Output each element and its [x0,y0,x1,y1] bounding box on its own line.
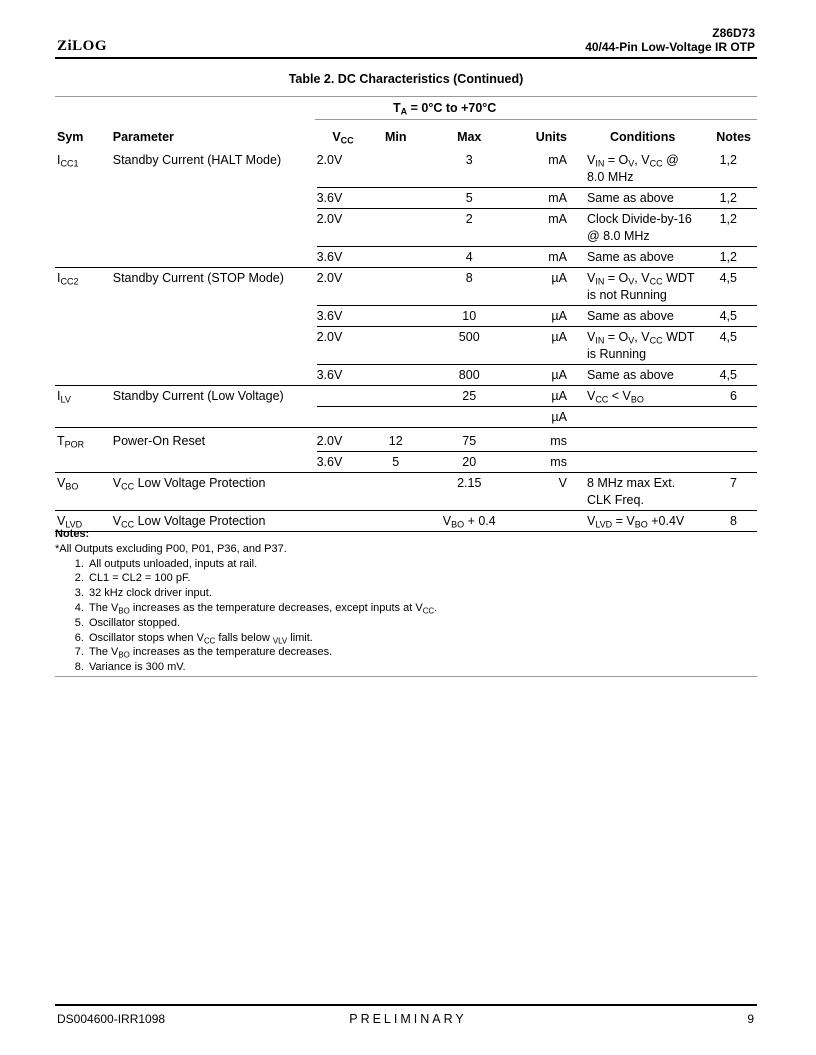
preliminary-label: PRELIMINARY [349,1012,467,1026]
unit-cell: mA [516,247,574,268]
max-cell: 10 [422,306,517,327]
param-cell: Standby Current (HALT Mode) [112,153,282,167]
sym-cell: I [57,389,61,403]
condition-cell: $V_{IN} = O_V$, $V_{CC}$ @ 8.0 MHz [575,150,698,188]
param-cell: $V_{CC}$ Low Voltage Protection [113,511,317,532]
notes-heading: Notes: [55,528,90,540]
note-cell: 4,5 [698,306,757,327]
condition-cell: Same as above [575,365,698,386]
table-row: $V_{LVD}$ $V_{CC}$ Low Voltage Protection $V_{BO} + 0.4$ $V_{LVD} = V_{BO} +0.4V$ 8 [55,511,757,532]
note-cell: 4,5 [698,268,757,306]
unit-cell: mA [516,209,574,247]
condition-cell: Clock Divide-by-16 @ 8.0 MHz [575,209,698,247]
min-cell: 12 [369,428,422,452]
table-notes [55,527,437,675]
note-item: 2. CL1 = CL2 = 100 pF. [87,571,437,586]
param-cell: Power-On Reset [112,434,206,448]
unit-cell: ms [516,452,574,473]
table-row: $I_{CC2}$ Standby Current (STOP Mode) 2.0V 8 µA $V_{IN} = O_V$, $V_{CC}$ WDT is not Running 4,5 [55,268,757,306]
table-row [55,452,757,473]
table-row [55,188,757,209]
max-cell: 3 [422,150,517,188]
table-row: $I_{LV}$ Standby Current (Low Voltage) 25 µA $V_{CC} < V_{BO}$ 6 [55,386,757,407]
param-cell: $V_{CC}$ Low Voltage Protection [113,473,317,511]
max-cell: 8 [422,268,517,306]
note-cell: 1,2 [698,209,757,247]
table-row: $T_{POR}$ Power-On Reset 2.0V 12 75 ms [55,428,757,452]
table-row [55,365,757,386]
table-row [55,209,757,247]
note-cell: 1,2 [698,188,757,209]
unit-cell: µA [516,306,574,327]
condition-cell: Same as above [575,188,698,209]
company-logo: ZiLOG [57,38,108,54]
notes-intro: *All Outputs excluding P00, P01, P36, and P37. [55,542,287,555]
table-row [55,247,757,268]
note-cell: 6 [698,386,757,407]
document-subtitle: 40/44-Pin Low-Voltage IR OTP [585,40,755,54]
col-parameter: Parameter [112,130,174,144]
sym-cell: T [57,434,65,448]
col-vcc: $V_{CC}$ [332,130,354,146]
unit-cell: mA [516,188,574,209]
unit-cell: V [516,473,574,511]
col-min: Min [384,130,407,144]
vcc-cell: 3.6V [317,247,370,268]
table-row [55,407,757,428]
max-cell: 2.15 [422,473,517,511]
note-cell: 1,2 [698,247,757,268]
condition-cell: $V_{LVD} = V_{BO} +0.4V$ [575,511,698,532]
condition-cell: $V_{IN} = O_V$, $V_{CC}$ WDT is Running [575,327,698,365]
note-cell: 7 [698,473,757,511]
caption-rule [55,96,757,97]
max-cell: 2 [422,209,517,247]
max-cell: 4 [422,247,517,268]
vcc-cell: 2.0V [317,268,370,306]
note-item: 7. The $V_{BO}$ increases as the temperature decreases. [87,645,437,660]
min-cell: 5 [369,452,422,473]
table-row [55,306,757,327]
sym-cell: V [57,476,66,490]
unit-cell: µA [516,268,574,306]
condition-cell: Same as above [575,306,698,327]
document-id: DS004600-IRR1098 [57,1012,166,1026]
note-item: 5. Oscillator stopped. [87,616,437,631]
unit-cell: mA [516,150,574,188]
ta-rule [315,119,757,120]
notes-list [55,557,437,675]
note-cell: 1,2 [698,150,757,188]
col-max: Max [457,130,482,144]
condition-cell: Same as above [575,247,698,268]
sym-cell: V [57,514,66,528]
sym-cell: I [57,153,61,167]
param-cell: Standby Current (Low Voltage) [112,389,284,403]
max-cell: 5 [422,188,517,209]
unit-cell: µA [516,386,574,407]
table-row [55,327,757,365]
unit-cell: µA [516,407,574,428]
vcc-cell: 2.0V [317,150,370,188]
max-cell: 75 [422,428,517,452]
table-row: $I_{CC1}$ Standby Current (HALT Mode) 2.0V 3 mA $V_{IN} = O_V$, $V_{CC}$ @ 8.0 MHz 1,2 [55,150,757,188]
param-cell: Standby Current (STOP Mode) [112,271,284,285]
note-item: 8. Variance is 300 mV. [87,660,437,675]
vcc-cell: 2.0V [317,209,370,247]
max-cell: $V_{BO} + 0.4$ [422,511,517,532]
note-item: 3. 32 kHz clock driver input. [87,586,437,601]
note-item: 4. The $V_{BO}$ increases as the temperature decreases, except inputs at $V_{CC}$. [87,601,437,616]
notes-rule [55,676,757,677]
sym-cell: I [57,271,61,285]
note-cell: 4,5 [698,327,757,365]
temperature-range: $T_A = 0^\circ C$ to +70°C [393,101,497,117]
note-item: 1. All outputs unloaded, inputs at rail. [87,557,437,572]
vcc-cell: 3.6V [317,365,370,386]
part-number: Z86D73 [712,26,755,40]
vcc-cell: 3.6V [317,452,370,473]
note-cell: 4,5 [698,365,757,386]
table-header-row [55,124,757,150]
footer-rule [55,1004,757,1006]
unit-cell: µA [516,365,574,386]
unit-cell: µA [516,327,574,365]
vcc-cell: 2.0V [317,327,370,365]
vcc-cell: 3.6V [317,306,370,327]
note-cell: 8 [698,511,757,532]
max-cell: 800 [422,365,517,386]
table-row: $V_{BO}$ $V_{CC}$ Low Voltage Protection 2.15 V 8 MHz max Ext. CLK Freq. 7 [55,473,757,511]
condition-cell: $V_{IN} = O_V$, $V_{CC}$ WDT is not Running [575,268,698,306]
note-item: 6. Oscillator stops when $V_{CC}$ falls below $_{VLV}$ limit. [87,631,437,646]
vcc-cell: 2.0V [317,428,370,452]
col-sym: Sym [57,130,84,144]
max-cell: 25 [422,386,517,407]
dc-characteristics-table [55,124,757,532]
col-conditions: Conditions [610,130,676,144]
condition-cell: $V_{CC} < V_{BO}$ [575,386,698,407]
condition-cell: 8 MHz max Ext. CLK Freq. [575,473,698,511]
table-caption: Table 2. DC Characteristics (Continued) [288,72,524,86]
unit-cell: ms [516,428,574,452]
vcc-cell: 3.6V [317,188,370,209]
page-number: 9 [747,1012,754,1026]
col-units: Units [535,130,567,144]
max-cell: 500 [422,327,517,365]
col-notes: Notes [716,130,751,144]
header-rule [55,57,757,59]
max-cell: 20 [422,452,517,473]
